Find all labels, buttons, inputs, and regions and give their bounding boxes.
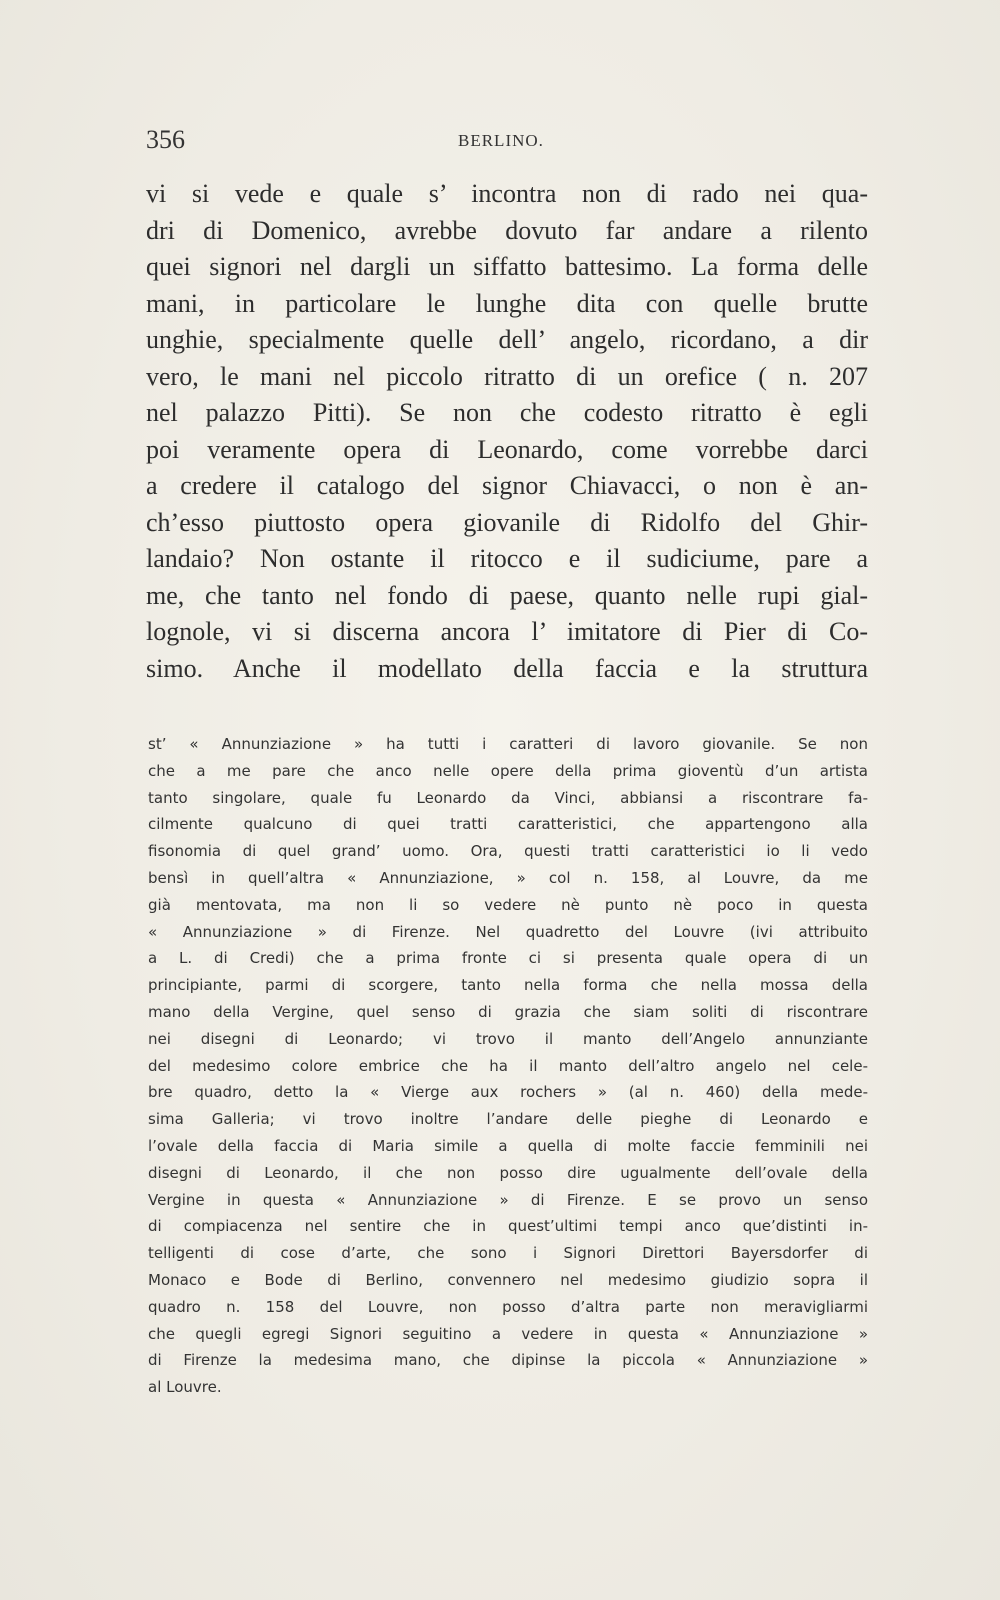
body-line: vi si vede e quale s’ incontra non di rado nei qua- xyxy=(146,179,868,208)
page-number: 356 xyxy=(146,125,185,154)
main-text xyxy=(146,176,868,687)
running-head: BERLINO. xyxy=(458,131,544,150)
footnote-line: st’ « Annunziazione » ha tutti i caratteri di lavoro giovanile. Se non xyxy=(148,735,868,753)
body-line: lognole, vi si discerna ancora l’ imitatore di Pier di Co- xyxy=(146,617,868,646)
body-line: vero, le mani nel piccolo ritratto di un orefice ( n. 207 xyxy=(146,361,868,391)
footnote-line: nei disegni di Leonardo; vi trovo il manto dell’Angelo annunziante xyxy=(148,1029,868,1048)
footnote-line: bensì in quell’altra « Annunziazione, » col n. 158, al Louvre, da me xyxy=(148,868,868,887)
footnote-line: al Louvre. xyxy=(148,1378,222,1397)
page-header xyxy=(146,125,866,157)
body-line: dri di Domenico, avrebbe dovuto far andare a rilento xyxy=(146,215,868,245)
footnote-line: che quegli egregi Signori seguitino a vedere in questa « Annunziazione » xyxy=(148,1324,868,1343)
footnote-line: cilmente qualcuno di quei tratti caratteristici, che appartengono alla xyxy=(148,815,868,834)
footnote-line: « Annunziazione » di Firenze. Nel quadretto del Louvre (ivi attribuito xyxy=(148,922,868,941)
footnote xyxy=(148,731,868,1401)
footnote-line: tanto singolare, quale fu Leonardo da Vinci, abbiansi a riscontrare fa- xyxy=(148,788,868,807)
body-line: simo. Anche il modellato della faccia e la struttura xyxy=(146,653,868,683)
footnote-line: del medesimo colore embrice che ha il manto dell’altro angelo nel cele- xyxy=(148,1056,868,1075)
footnote-line: quadro n. 158 del Louvre, non posso d’altra parte non meravigliarmi xyxy=(148,1297,868,1316)
body-line: nel palazzo Pitti). Se non che codesto ritratto è egli xyxy=(146,398,868,427)
footnote-line: sima Galleria; vi trovo inoltre l’andare delle pieghe di Leonardo e xyxy=(148,1110,868,1129)
body-line: unghie, specialmente quelle dell’ angelo, ricordano, a dir xyxy=(146,325,868,354)
footnote-line: di compiacenza nel sentire che in quest’ultimi tempi anco que’distinti in- xyxy=(148,1217,868,1236)
body-line: a credere il catalogo del signor Chiavacci, o non è an- xyxy=(146,471,868,500)
body-line: ch’esso piuttosto opera giovanile di Ridolfo del Ghir- xyxy=(146,507,868,537)
footnote-line: l’ovale della faccia di Maria simile a quella di molte faccie femminili nei xyxy=(148,1136,868,1155)
body-line: me, che tanto nel fondo di paese, quanto nelle rupi gial- xyxy=(146,580,868,610)
footnote-line: bre quadro, detto la « Vierge aux rochers » (al n. 460) della mede- xyxy=(148,1083,868,1102)
footnote-line: principiante, parmi di scorgere, tanto nella forma che nella mossa della xyxy=(148,976,868,995)
footnote-line: disegni di Leonardo, il che non posso dire ugualmente dell’ovale della xyxy=(148,1163,868,1182)
footnote-line: telligenti di cose d’arte, che sono i Signori Direttori Bayersdorfer di xyxy=(148,1244,868,1263)
footnote-line: mano della Vergine, quel senso di grazia che siam soliti di riscontrare xyxy=(148,1002,868,1021)
footnote-line: Vergine in questa « Annunziazione » di Firenze. E se provo un senso xyxy=(148,1190,868,1209)
body-line: landaio? Non ostante il ritocco e il sudiciume, pare a xyxy=(146,544,868,573)
footnote-line: Monaco e Bode di Berlino, convennero nel medesimo giudizio sopra il xyxy=(148,1270,868,1289)
footnote-line: a L. di Credi) che a prima fronte ci si presenta quale opera di un xyxy=(148,949,868,968)
footnote-line: di Firenze la medesima mano, che dipinse la piccola « Annunziazione » xyxy=(148,1351,868,1370)
body-line: mani, in particolare le lunghe dita con quelle brutte xyxy=(146,288,868,318)
body-line: quei signori nel dargli un siffatto battesimo. La forma delle xyxy=(146,252,868,281)
footnote-line: già mentovata, ma non li so vedere nè punto nè poco in questa xyxy=(148,895,868,914)
footnote-line: fisonomia di quel grand’ uomo. Ora, questi tratti caratteristici io li vedo xyxy=(148,842,868,861)
body-line: poi veramente opera di Leonardo, come vorrebbe darci xyxy=(146,434,868,464)
footnote-line: che a me pare che anco nelle opere della prima gioventù d’un artista xyxy=(148,761,868,780)
